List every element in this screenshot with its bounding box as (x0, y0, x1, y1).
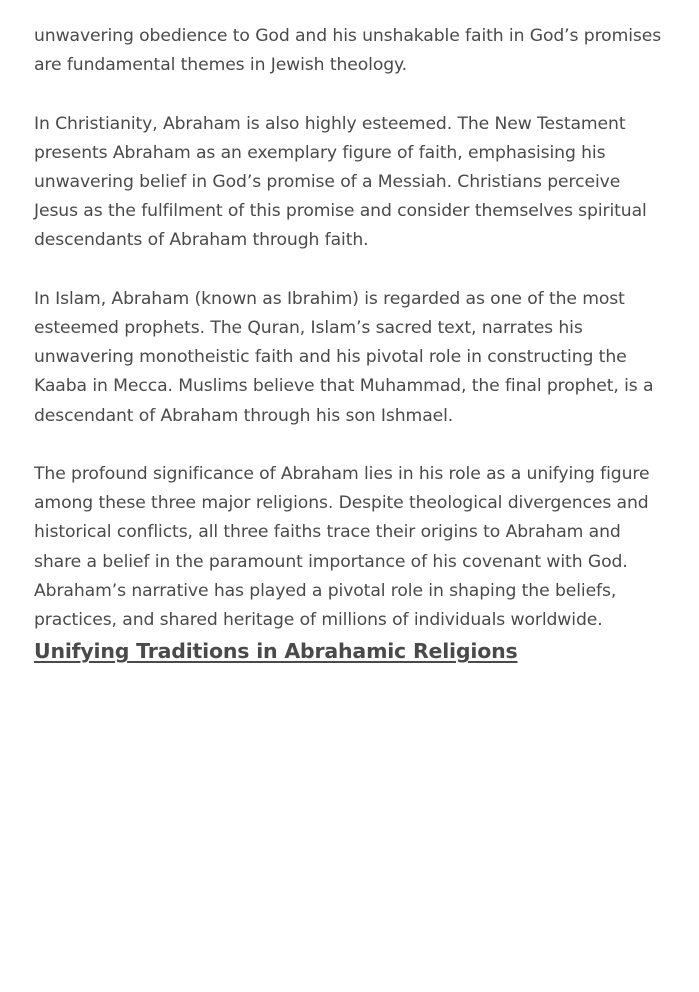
paragraph-islam: In Islam, Abraham (known as Ibrahim) is regarded as one of the most esteemed prophets. The Quran, Islam’s sacred text, narrates his unwavering monotheistic faith and his pivotal role in constructing the Kaaba in Mecca. Muslims believe that Muhammad, the final prophet, is a descendant of Abraham through his son Ishmael. (34, 288, 654, 426)
section-heading-link[interactable]: Unifying Traditions in Abrahamic Religions (34, 639, 518, 664)
paragraph-judaism-closing: unwavering obedience to God and his unshakable faith in God’s promises are fundamental themes in Jewish theology. (34, 26, 662, 76)
paragraph-christianity: In Christianity, Abraham is also highly esteemed. The New Testament presents Abraham as an exemplary figure of faith, emphasising his unwavering belief in God’s promise of a Messiah. Christians perceive Jesus as the fulfilment of this promise and consider themselves spiritual descendants of Abraham through faith. (34, 113, 647, 251)
article-body (34, 22, 664, 665)
paragraph-unifying-significance: The profound significance of Abraham lies in his role as a unifying figure among these three major religions. Despite theological divergences and historical conflicts, all three faiths trace their origins to Abraham and share a belief in the paramount importance of his covenant with God. Abraham’s narrative has played a pivotal role in shaping the beliefs, practices, and shared heritage of millions of individuals worldwide. (34, 464, 650, 631)
